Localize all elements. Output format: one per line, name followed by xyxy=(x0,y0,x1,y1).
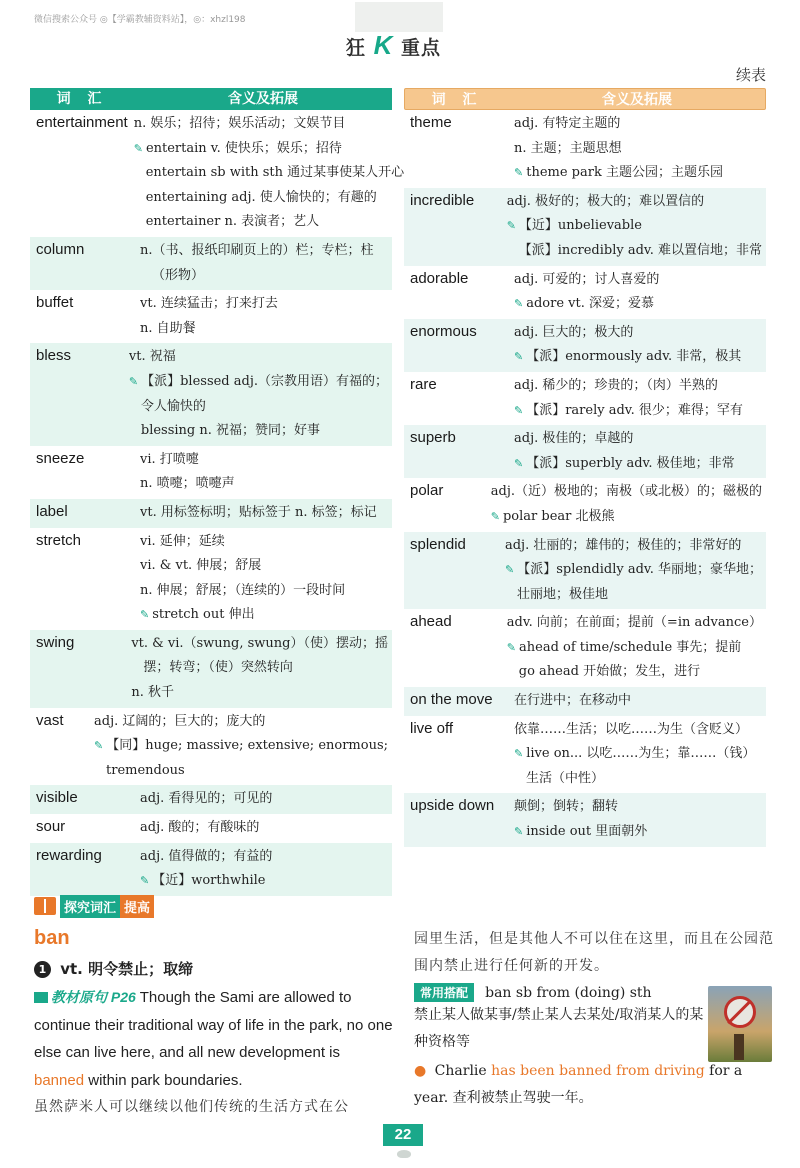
table-row xyxy=(30,630,392,708)
definition-line xyxy=(131,632,388,657)
brand-pre: 狂 xyxy=(346,37,367,59)
vocab-word: incredible xyxy=(410,191,475,209)
example-highlight: has been banned from driving xyxy=(491,1063,705,1079)
definition-text: 颠倒；倒转；翻转 xyxy=(514,799,619,815)
vocab-word: swing xyxy=(36,633,75,651)
definition-line xyxy=(507,214,762,239)
definition-line xyxy=(514,767,762,792)
definition-line xyxy=(514,345,762,370)
header-word: 词 汇 xyxy=(56,91,108,107)
vocab-word: superb xyxy=(410,429,456,447)
vocab-definitions xyxy=(134,237,392,290)
vocab-definitions xyxy=(508,319,766,372)
definition-text: n. 主题；主题思想 xyxy=(514,140,622,156)
definition-line xyxy=(514,268,762,293)
table-row xyxy=(30,110,405,237)
example-part-b: for a year. 查利被禁止驾驶一年。 xyxy=(414,1063,743,1106)
definition-line xyxy=(507,660,762,685)
vocab-definitions xyxy=(134,843,392,896)
sentence-part-b: within park boundaries. xyxy=(88,1071,243,1089)
header-meaning: 含义及拓展 xyxy=(228,91,298,107)
definition-text: stretch out 伸出 xyxy=(152,607,255,623)
vocab-definitions xyxy=(508,372,766,425)
definition-text: vt. 连续猛击；打来打去 xyxy=(140,296,278,312)
bullet-icon: ● xyxy=(414,1063,427,1079)
definition-text: vt. & vi.（swung, swung）（使）摆动；摇 xyxy=(131,635,388,651)
definition-line xyxy=(140,501,388,526)
vocab-word: polar xyxy=(410,482,444,500)
vocab-definitions xyxy=(485,478,766,531)
table-row xyxy=(30,708,392,786)
definition-text: 令人愉快的 xyxy=(140,398,206,414)
definition-line xyxy=(140,554,388,579)
vocab-definitions xyxy=(508,793,766,846)
vocab-word: ahead xyxy=(410,613,452,631)
definition-text: vi. & vt. 伸展；舒展 xyxy=(140,558,262,574)
table-row xyxy=(404,609,766,687)
pencil-icon: ✎ xyxy=(133,141,143,155)
pencil-icon: ✎ xyxy=(94,739,104,753)
vocab-definitions xyxy=(128,110,408,237)
definition-text: n. 喷嚏；喷嚏声 xyxy=(140,476,235,492)
definition-text: adj. 极佳的；卓越的 xyxy=(514,431,634,447)
definition-line xyxy=(514,321,762,346)
definition-line xyxy=(140,869,388,894)
definition-line xyxy=(140,448,388,473)
collocation-badge: 常用搭配 xyxy=(414,983,474,1002)
definition-text: adj. 稀少的；珍贵的；（肉）半熟的 xyxy=(514,377,718,393)
header-small-text: 微信搜索公众号 ◎【学霸教辅资料站】，◎：xhzl198 xyxy=(34,15,246,25)
pencil-icon: ✎ xyxy=(514,825,524,839)
definition-text: blessing n. 祝福；赞同；好事 xyxy=(140,423,321,439)
vocab-table-left xyxy=(30,88,405,896)
definition-text: adj. 辽阔的；巨大的；庞大的 xyxy=(94,713,266,729)
definition-text: 壮丽地；极佳地 xyxy=(516,586,608,602)
definition-line xyxy=(514,374,762,399)
definition-line xyxy=(507,239,762,264)
definition-line xyxy=(134,161,404,186)
definition-line xyxy=(514,137,762,162)
definition-text: n. 伸展；舒展；（连续的）一段时间 xyxy=(140,582,346,598)
definition-text: 【派】blessed adj.（宗教用语）有福的； xyxy=(141,373,388,389)
definition-line xyxy=(131,656,388,681)
sense-number: 1 xyxy=(34,961,51,978)
vocab-word: label xyxy=(36,502,68,520)
vocab-definitions xyxy=(134,499,392,528)
definition-text: adj.（近）极地的；南极（或北极）的；磁极的 xyxy=(490,484,762,500)
definition-text: 【近】unbelievable xyxy=(518,218,642,234)
definition-line xyxy=(94,734,388,759)
table-row xyxy=(30,446,392,499)
collocation-meaning: 禁止某人做某事/禁止某人去某处/取消某人的某种资格等 xyxy=(414,1007,704,1050)
definition-text: （形物） xyxy=(152,267,205,283)
sense-line xyxy=(34,958,193,979)
definition-line xyxy=(514,742,762,767)
windmill-silhouette xyxy=(734,1034,744,1060)
table-row xyxy=(30,843,392,896)
definition-line xyxy=(140,787,388,812)
definition-line xyxy=(134,210,404,235)
no-entry-sign-image xyxy=(708,986,772,1062)
definition-line xyxy=(140,603,388,628)
definition-text: n. 自助餐 xyxy=(140,320,196,336)
definition-line xyxy=(514,427,762,452)
pencil-icon: ✎ xyxy=(506,219,516,233)
definition-text: adj. 可爱的；讨人喜爱的 xyxy=(514,271,660,287)
definition-text: adj. 酸的；有酸味的 xyxy=(140,820,260,836)
brand-backdrop xyxy=(355,2,443,32)
definition-text: 【同】huge; massive; extensive; enormous; xyxy=(106,738,388,754)
brand-logo xyxy=(346,30,441,61)
pencil-icon: ✎ xyxy=(514,456,524,470)
definition-line xyxy=(129,345,388,370)
definition-line xyxy=(140,845,388,870)
definition-line xyxy=(505,534,762,559)
definition-text: 摆；转弯；（使）突然转向 xyxy=(143,660,293,676)
definition-text: adore vt. 深爱；爱慕 xyxy=(526,296,654,312)
table-row xyxy=(404,110,766,188)
vocab-word: enormous xyxy=(410,322,477,340)
vocab-word: rare xyxy=(410,375,437,393)
pencil-icon: ✎ xyxy=(140,874,150,888)
vocab-word: upside down xyxy=(410,797,495,815)
continued-label: 续表 xyxy=(735,66,766,84)
table-row xyxy=(404,793,766,846)
brand-k: K xyxy=(373,30,394,60)
definition-line xyxy=(505,558,762,583)
table-row xyxy=(30,499,392,528)
table-row xyxy=(30,528,392,630)
pencil-icon: ✎ xyxy=(514,747,524,761)
definition-text: adj. 巨大的；极大的 xyxy=(514,324,634,340)
definition-line xyxy=(514,112,762,137)
definition-line xyxy=(514,292,762,317)
definition-line xyxy=(140,579,388,604)
definition-text: 【派】splendidly adv. 华丽地；豪华地； xyxy=(517,562,762,578)
definition-line xyxy=(514,795,762,820)
collocation-pattern: ban sb from (doing) sth xyxy=(485,985,652,1001)
definition-line xyxy=(491,480,762,505)
definition-text: adj. 值得做的；有益的 xyxy=(140,848,273,864)
definition-line xyxy=(129,395,388,420)
headword: ban xyxy=(34,927,70,949)
definition-line xyxy=(140,530,388,555)
header-word: 词 汇 xyxy=(431,92,483,108)
definition-text: entertain v. 使快乐；娱乐；招待 xyxy=(145,140,342,156)
vocab-definitions xyxy=(508,716,766,794)
definition-line xyxy=(140,317,388,342)
pencil-icon: ✎ xyxy=(504,563,515,577)
vocab-definitions xyxy=(125,630,392,708)
definition-line xyxy=(94,710,388,735)
definition-line xyxy=(129,370,388,395)
table-row xyxy=(30,237,392,290)
definition-text: n. 娱乐；招待；娱乐活动；文娱节目 xyxy=(133,116,346,131)
vocab-definitions xyxy=(134,528,392,630)
definition-text: live on... 以吃……为生；靠……（钱） xyxy=(526,746,756,762)
vocab-definitions xyxy=(508,266,766,319)
table-row xyxy=(404,532,766,610)
definition-line xyxy=(131,681,388,706)
table-row xyxy=(404,687,766,716)
definition-text: vi. 打喷嚏 xyxy=(140,451,199,467)
vocab-word: rewarding xyxy=(36,846,102,864)
vocab-definitions xyxy=(508,687,766,716)
definition-text: adj. 有特定主题的 xyxy=(514,116,621,131)
page-number: 22 xyxy=(383,1124,423,1146)
definition-line xyxy=(514,452,762,477)
table-row xyxy=(404,425,766,478)
definition-text: polar bear 北极熊 xyxy=(502,508,615,524)
definition-line xyxy=(507,636,762,661)
section-title xyxy=(34,895,154,917)
vocab-word: sour xyxy=(36,818,66,836)
table-row xyxy=(30,814,392,843)
translation-part-b: 园里生活，但是其他人不可以住在这里，而且在公园范围内禁止进行任何新的开发。 xyxy=(414,931,774,974)
definition-text: go ahead 开始做；发生，进行 xyxy=(518,664,701,680)
pencil-icon: ✎ xyxy=(490,509,500,523)
pencil-icon: ✎ xyxy=(514,350,524,364)
definition-line xyxy=(140,472,388,497)
definition-text: vi. 延伸；延续 xyxy=(140,533,225,549)
sense-text: vt. 明令禁止；取缔 xyxy=(60,960,194,978)
definition-line xyxy=(129,419,388,444)
pencil-icon: ✎ xyxy=(514,297,524,311)
section-label: 探究词汇 xyxy=(60,895,120,918)
table-row xyxy=(404,266,766,319)
definition-text: adj. 看得见的；可见的 xyxy=(140,791,273,807)
vocab-definitions xyxy=(501,188,766,266)
vocab-definitions xyxy=(88,708,392,786)
example-sentence xyxy=(414,1058,774,1112)
definition-text: inside out 里面朝外 xyxy=(526,824,648,840)
vocab-word: stretch xyxy=(36,531,82,549)
definition-text: entertainer n. 表演者；艺人 xyxy=(145,214,320,230)
vocab-definitions xyxy=(499,532,766,610)
vocab-word: vast xyxy=(36,711,64,729)
table-header xyxy=(30,88,392,110)
table-row xyxy=(404,319,766,372)
definition-text: 在行进中；在移动中 xyxy=(514,693,632,709)
vocab-definitions xyxy=(508,110,766,188)
definition-text: 【派】rarely adv. 很少；难得；罕有 xyxy=(526,402,743,418)
table-row xyxy=(404,478,766,531)
vocab-definitions xyxy=(134,446,392,499)
translation-part-a: 虽然萨米人可以继续以他们传统的生活方式在公 xyxy=(34,1099,349,1115)
prohibition-sign-icon xyxy=(724,996,756,1028)
vocab-definitions xyxy=(123,343,392,445)
sentence-highlight: banned xyxy=(34,1071,85,1089)
definition-text: entertaining adj. 使人愉快的；有趣的 xyxy=(145,189,377,205)
definition-text: n.（书、报纸印刷页上的）栏；专栏；柱 xyxy=(140,242,374,258)
definition-text: adj. 极好的；极大的；难以置信的 xyxy=(506,193,705,209)
brand-post: 重点 xyxy=(401,37,442,59)
definition-line xyxy=(514,689,762,714)
book-tag-icon xyxy=(34,992,48,1003)
definition-text: 【派】superbly adv. 极佳地；非常 xyxy=(526,455,735,471)
vocab-definitions xyxy=(134,785,392,814)
definition-text: vt. 祝福 xyxy=(128,349,176,365)
table-row xyxy=(404,188,766,266)
definition-text: theme park 主题公园；主题乐园 xyxy=(526,165,723,181)
definition-text: ahead of time/schedule 事先；提前 xyxy=(519,639,742,655)
book-icon xyxy=(34,897,56,915)
vocab-word: adorable xyxy=(410,269,469,287)
definition-line xyxy=(134,112,404,137)
definition-line xyxy=(491,505,762,530)
definition-text: vt. 用标签标明；贴标签于 n. 标签；标记 xyxy=(140,504,377,520)
definition-text: 生活（中性） xyxy=(526,770,605,786)
definition-text: 依靠……生活；以吃……为生（含贬义） xyxy=(514,721,749,737)
definition-line xyxy=(140,264,388,289)
table-row xyxy=(30,785,392,814)
vocab-definitions xyxy=(508,425,766,478)
section-label-level: 提高 xyxy=(120,895,154,918)
definition-line xyxy=(507,190,762,215)
pencil-icon: ✎ xyxy=(128,374,139,388)
vocab-definitions xyxy=(501,609,766,687)
textbook-sentence xyxy=(34,984,394,1122)
definition-text: adv. 向前；在前面；提前（=in advance） xyxy=(506,615,762,631)
definition-text: tremendous xyxy=(106,762,185,778)
vocab-word: entertainment xyxy=(36,114,128,131)
definition-text: adj. 壮丽的；雄伟的；极佳的；非常好的 xyxy=(504,537,742,553)
pencil-icon: ✎ xyxy=(140,608,150,622)
definition-text: 【派】enormously adv. 非常，极其 xyxy=(526,349,742,365)
vocab-word: splendid xyxy=(410,535,466,553)
pencil-icon: ✎ xyxy=(506,640,516,654)
vocab-word: visible xyxy=(36,789,78,807)
definition-line xyxy=(514,399,762,424)
table-row xyxy=(30,343,392,445)
vocab-definitions xyxy=(134,290,392,343)
definition-text: 【近】worthwhile xyxy=(152,873,266,889)
definition-line xyxy=(505,583,762,608)
definition-text: entertain sb with sth 通过某事使某人开心 xyxy=(145,165,405,181)
definition-line xyxy=(94,759,388,784)
definition-line xyxy=(134,186,404,211)
vocab-word: bless xyxy=(36,347,72,365)
vocab-table-right xyxy=(404,88,766,847)
table-row xyxy=(30,290,392,343)
vocab-word: theme xyxy=(410,114,452,131)
table-row xyxy=(404,716,766,794)
vocab-word: on the move xyxy=(410,691,493,709)
header-meaning: 含义及拓展 xyxy=(602,92,672,108)
definition-line xyxy=(514,820,762,845)
source-tag-text: 教材原句 P26 xyxy=(51,989,136,1005)
vocab-word: live off xyxy=(410,719,454,737)
definition-line xyxy=(140,239,388,264)
vocab-word: buffet xyxy=(36,294,74,312)
example-part-a: Charlie xyxy=(434,1063,487,1079)
vocab-word: column xyxy=(36,240,85,258)
definition-line xyxy=(134,137,404,162)
definition-text: n. 秋千 xyxy=(131,685,174,701)
definition-line xyxy=(140,816,388,841)
pencil-icon: ✎ xyxy=(514,166,524,180)
table-row xyxy=(404,372,766,425)
pencil-icon: ✎ xyxy=(514,403,524,417)
table-header xyxy=(404,88,766,110)
definition-line xyxy=(140,292,388,317)
definition-line xyxy=(514,161,762,186)
definition-line xyxy=(514,718,762,743)
vocab-word: sneeze xyxy=(36,449,85,467)
sentence-part-a: Though the Sami are allowed to continue their traditional way of life in the park, no one else can live here, and all new development is xyxy=(34,989,393,1061)
definition-line xyxy=(507,611,762,636)
vocab-definitions xyxy=(134,814,392,843)
bird-icon xyxy=(397,1150,411,1158)
source-tag xyxy=(34,989,136,1005)
definition-text: 【派】incredibly adv. 难以置信地；非常 xyxy=(518,242,762,258)
